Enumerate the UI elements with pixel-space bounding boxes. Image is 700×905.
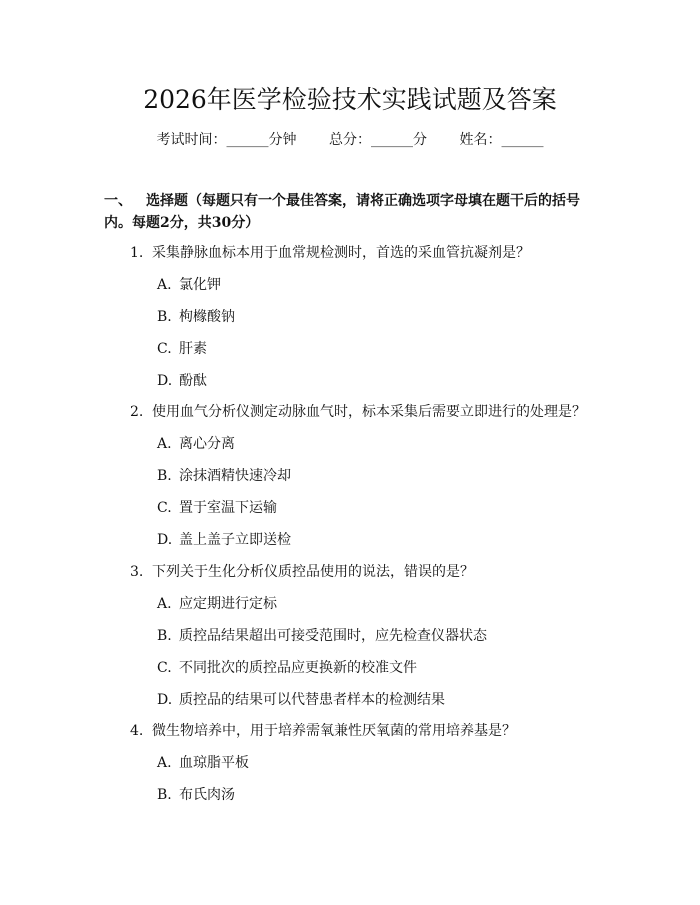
option-letter: B. [157, 309, 172, 325]
question-3-option-d [157, 690, 445, 710]
option-text: 离心分离 [179, 436, 235, 452]
question-text: 微生物培养中，用于培养需氧兼性厌氧菌的常用培养基是？ [152, 723, 516, 739]
question-3 [130, 562, 474, 582]
option-text: 应定期进行定标 [179, 596, 277, 612]
question-text: 下列关于生化分析仪质控品使用的说法，错误的是？ [152, 564, 474, 580]
question-1-option-d [157, 371, 207, 391]
question-4-option-b [157, 785, 235, 805]
option-text: 置于室温下运输 [179, 500, 277, 516]
question-1-option-c [157, 339, 207, 359]
option-text: 氯化钾 [179, 277, 221, 293]
section-instructions: 选择题（每题只有一个最佳答案，请将正确选项字母填在题干后的括号内。每题2分，共30分） [104, 193, 580, 231]
option-letter: D. [157, 373, 173, 389]
total-score-field: 总分：______分 [329, 132, 427, 148]
question-1-option-a [157, 275, 221, 295]
option-letter: A. [157, 436, 172, 452]
question-1-option-b [157, 307, 235, 327]
option-letter: A. [157, 277, 172, 293]
option-text: 酚酞 [179, 373, 207, 389]
option-letter: A. [157, 596, 172, 612]
question-4-option-a [157, 753, 249, 773]
exam-time-field: 考试时间：______分钟 [156, 132, 297, 148]
question-2-option-d [157, 530, 291, 550]
option-letter: B. [157, 468, 172, 484]
option-letter: C. [157, 660, 172, 676]
option-text: 布氏肉汤 [179, 787, 235, 803]
option-letter: C. [157, 341, 172, 357]
question-3-option-a [157, 594, 277, 614]
question-1 [130, 243, 530, 263]
option-letter: D. [157, 532, 173, 548]
option-text: 质控品结果超出可接受范围时，应先检查仪器状态 [179, 628, 487, 644]
option-text: 质控品的结果可以代替患者样本的检测结果 [179, 692, 445, 708]
question-text: 采集静脉血标本用于血常规检测时，首选的采血管抗凝剂是？ [152, 245, 530, 261]
option-letter: C. [157, 500, 172, 516]
option-text: 枸橼酸钠 [179, 309, 235, 325]
question-2-option-b [157, 466, 291, 486]
question-2 [130, 402, 586, 422]
option-text: 肝素 [179, 341, 207, 357]
option-text: 血琼脂平板 [179, 755, 249, 771]
option-letter: A. [157, 755, 172, 771]
option-text: 不同批次的质控品应更换新的校准文件 [179, 660, 417, 676]
question-3-option-b [157, 626, 487, 646]
question-2-option-c [157, 498, 277, 518]
option-text: 盖上盖子立即送检 [179, 532, 291, 548]
option-letter: D. [157, 692, 173, 708]
question-4 [130, 721, 516, 741]
option-text: 涂抹酒精快速冷却 [179, 468, 291, 484]
page-title: 2026年医学检验技术实践试题及答案 [143, 85, 557, 114]
question-number: 3. [130, 564, 144, 580]
section-number: 一、 [104, 193, 132, 209]
option-letter: B. [157, 628, 172, 644]
question-2-option-a [157, 434, 235, 454]
question-3-option-c [157, 658, 417, 678]
question-number: 2. [130, 404, 144, 420]
question-text: 使用血气分析仪测定动脉血气时，标本采集后需要立即进行的处理是？ [152, 404, 586, 420]
option-letter: B. [157, 787, 172, 803]
student-name-field: 姓名：______ [459, 132, 544, 148]
question-number: 4. [130, 723, 144, 739]
exam-meta-line [0, 130, 700, 150]
question-number: 1. [130, 245, 144, 261]
section-heading [104, 190, 604, 234]
